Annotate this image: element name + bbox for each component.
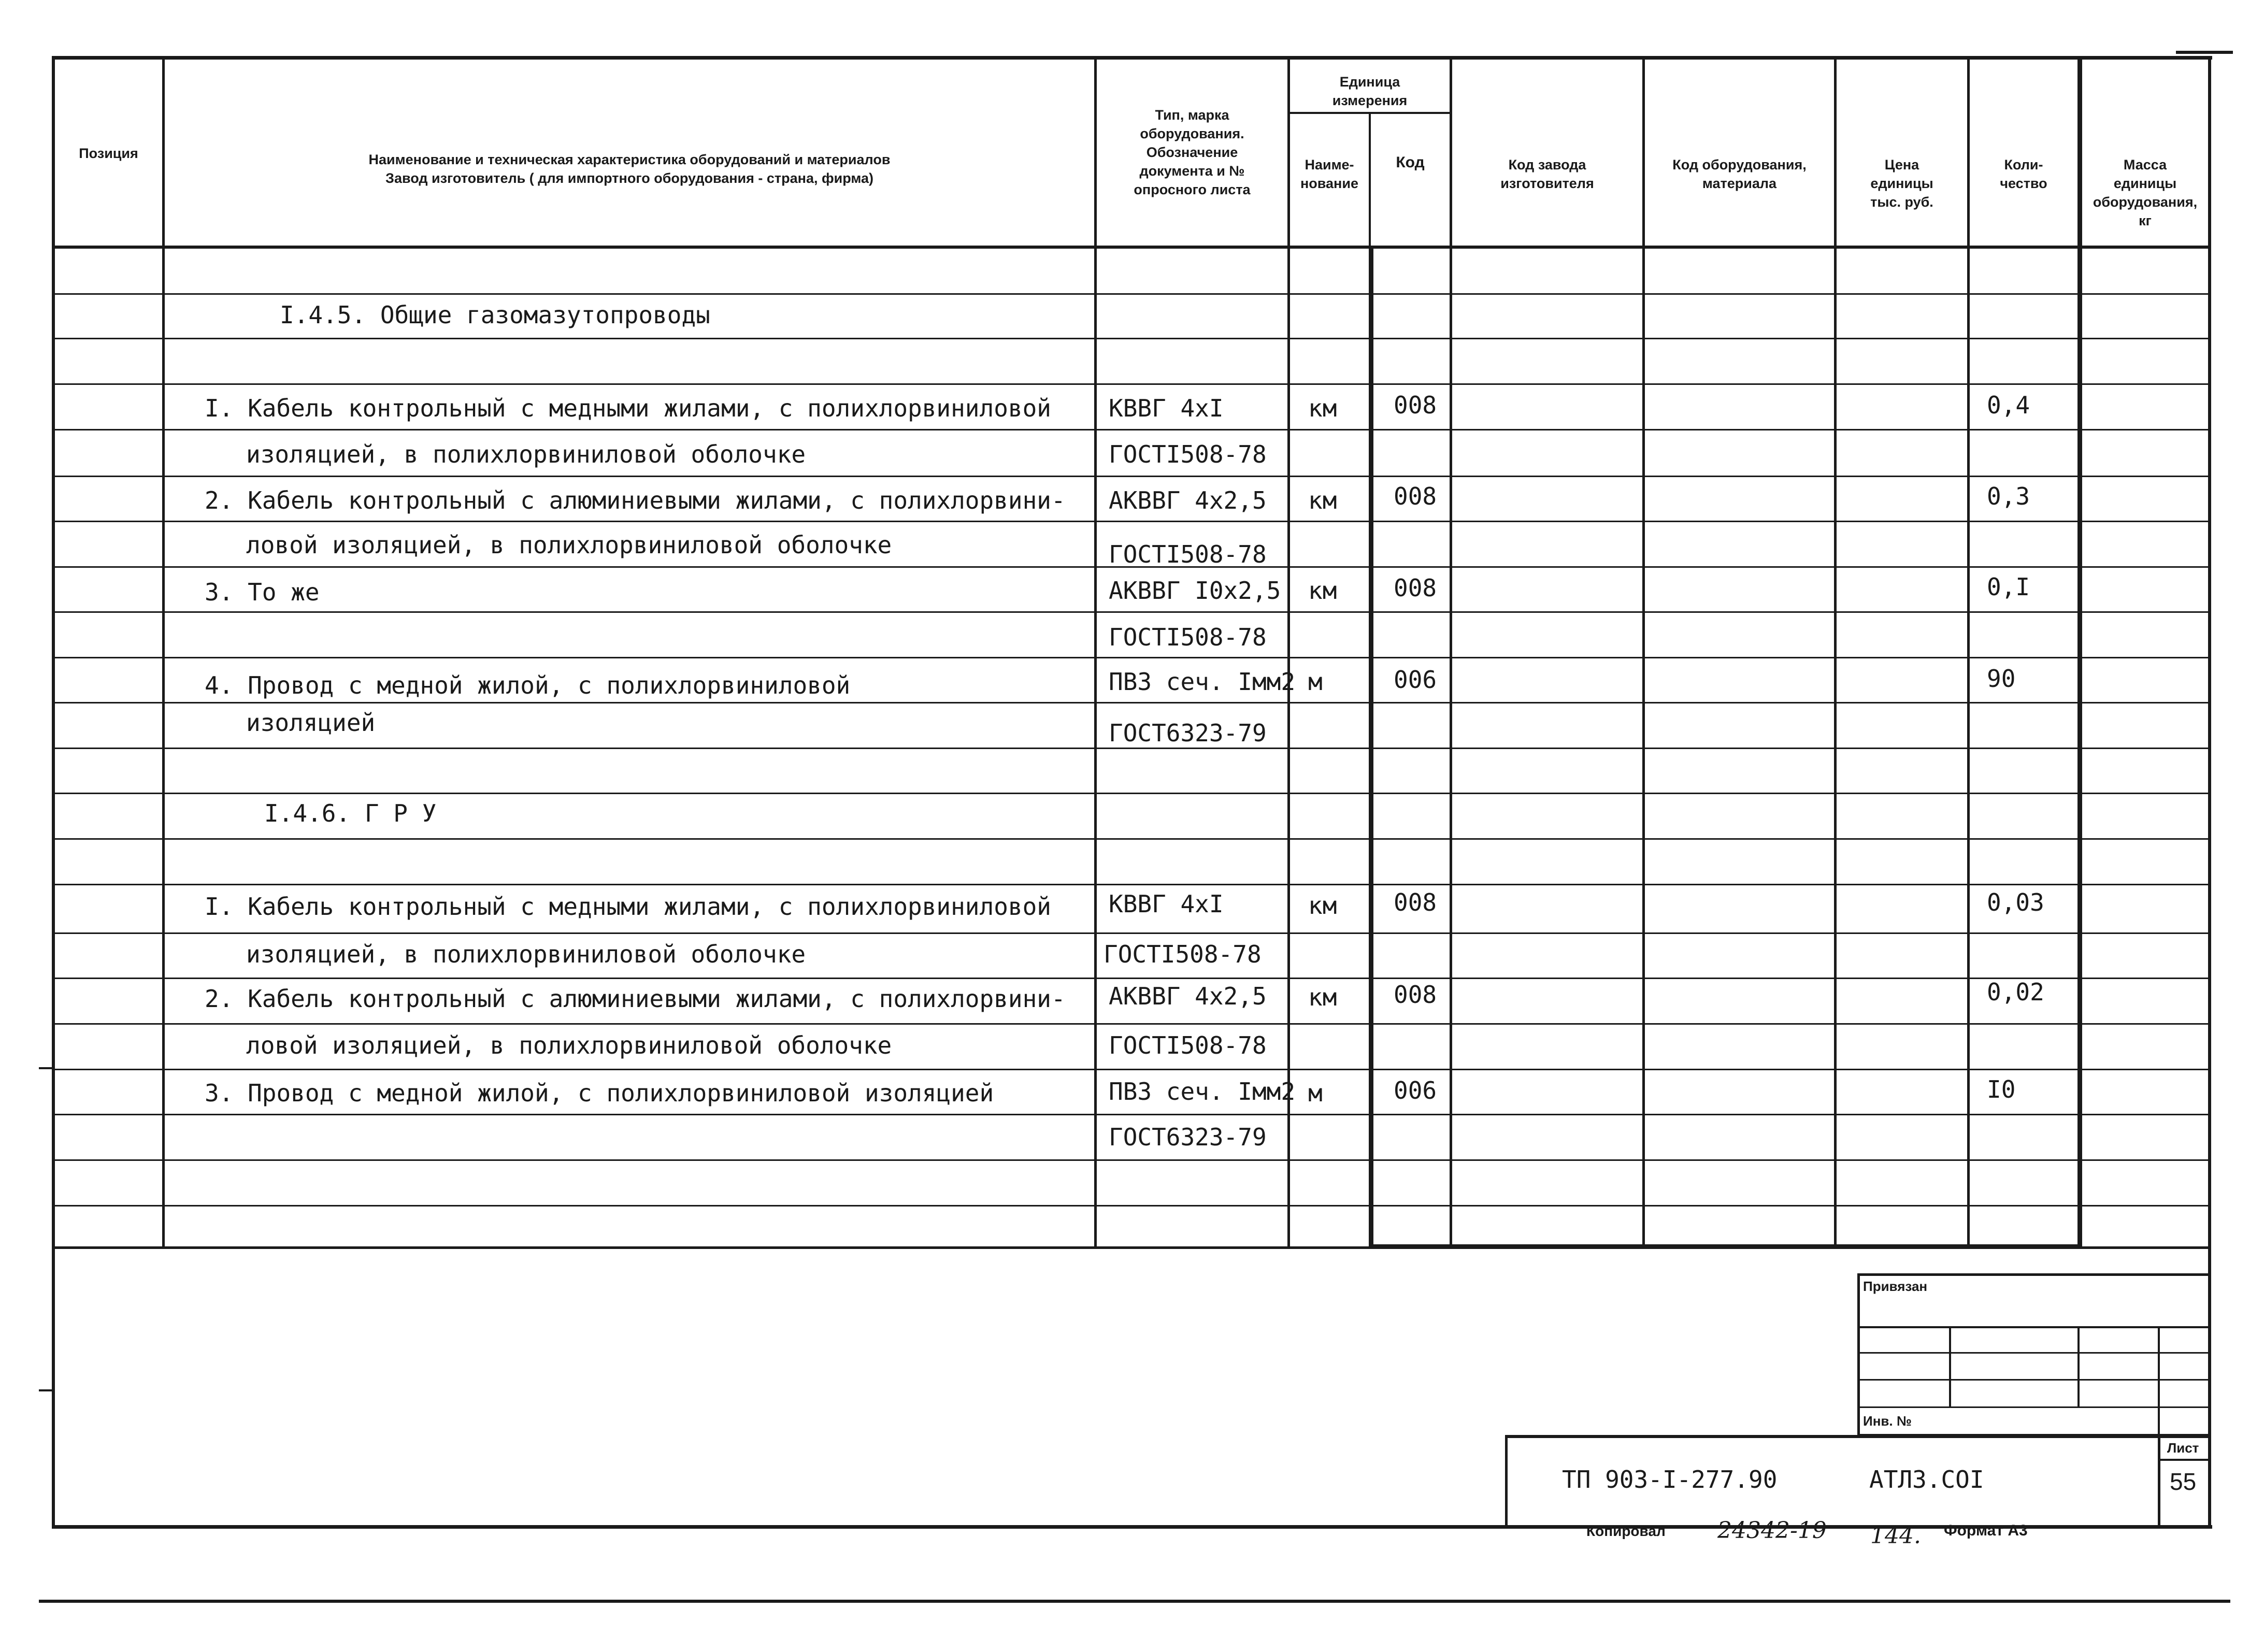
row-code: 008 — [1394, 574, 1437, 602]
header-unit-group: Единица измерения — [1332, 74, 1408, 108]
row-type: ПВЗ сеч. Iмм2 — [1109, 668, 1296, 696]
row-unit: км — [1308, 577, 1337, 605]
row-name: 4. Провод с медной жилой, с полихлорвиниловой — [205, 671, 851, 699]
row-code: 008 — [1394, 981, 1437, 1009]
header-quantity: Коли- чество — [2000, 157, 2047, 191]
row-qty: 0,I — [1987, 573, 2030, 601]
inv-label: Инв. № — [1863, 1413, 1912, 1429]
handwritten-page: 144. — [1870, 1522, 1921, 1549]
header-unit-name: Наиме- нование — [1300, 157, 1358, 191]
row-name: 2. Кабель контрольный с алюминиевыми жилами, с полихлорвини- — [205, 985, 1066, 1013]
stamp-box-vline — [2158, 1326, 2160, 1436]
page-bottom-rule — [39, 1600, 2230, 1603]
row-type: КВВГ 4хI — [1109, 890, 1224, 918]
row-qty: I0 — [1987, 1075, 2016, 1103]
row-code: 008 — [1394, 482, 1437, 510]
stamp-box-vline — [2077, 1326, 2080, 1408]
header-equipment-code: Код оборудования, материала — [1672, 157, 1807, 191]
frame-top-border — [52, 56, 2212, 60]
frame-right-border — [2208, 56, 2211, 1528]
row-divider — [52, 978, 2211, 979]
row-divider — [52, 1114, 2211, 1115]
header-price: Цена единицы тыс. руб. — [1870, 157, 1933, 210]
row-unit: км — [1308, 983, 1337, 1011]
row-type: ГОСТI508-78 — [1109, 540, 1267, 568]
row-qty: 0,4 — [1987, 391, 2030, 419]
doc-code: АТЛЗ.СОI — [1869, 1466, 1984, 1493]
row-type: ГОСТI508-78 — [1109, 440, 1267, 468]
row-divider — [52, 429, 2211, 430]
top-right-tick — [2176, 51, 2233, 54]
sheet-number: 55 — [2170, 1468, 2197, 1495]
row-type: АКВВГ 4х2,5 — [1109, 486, 1267, 514]
row-unit: км — [1308, 394, 1337, 422]
row-type: АКВВГ 4х2,5 — [1109, 982, 1267, 1010]
copied-label: Копировал — [1586, 1523, 1666, 1539]
row-unit: км — [1308, 892, 1337, 920]
row-unit: км — [1308, 486, 1337, 514]
titleblock-sheet-line — [2158, 1459, 2211, 1461]
row-unit: м — [1308, 668, 1323, 696]
row-name: 2. Кабель контрольный с алюминиевыми жилами, с полихлорвини- — [205, 486, 1066, 514]
stamp-box-vline — [1949, 1326, 1951, 1408]
row-divider — [52, 1205, 2211, 1206]
row-unit: м — [1308, 1079, 1323, 1107]
row-name: изоляцией, в полихлорвиниловой оболочке — [246, 940, 806, 968]
handwritten-number: 24342-19 — [1717, 1517, 1827, 1544]
row-name: ловой изоляцией, в полихлорвиниловой оболочке — [246, 531, 892, 559]
row-divider — [52, 293, 2211, 295]
row-type: КВВГ 4хI — [1109, 394, 1224, 422]
row-name: ловой изоляцией, в полихлорвиниловой оболочке — [246, 1031, 892, 1059]
unit-group-divider — [1287, 112, 1452, 114]
row-code: 006 — [1394, 666, 1437, 694]
stamp-box-top — [1857, 1273, 2211, 1276]
row-divider — [52, 793, 2211, 794]
row-name: 3. Провод с медной жилой, с полихлорвиниловой изоляцией — [205, 1079, 994, 1107]
row-qty: 0,3 — [1987, 482, 2030, 510]
stamp-box-left — [1857, 1273, 1860, 1436]
section-title: I.4.5. Общие газомазутопроводы — [280, 301, 710, 329]
row-divider — [52, 702, 2211, 703]
row-code: 006 — [1394, 1076, 1437, 1104]
row-divider — [52, 932, 2211, 934]
row-divider — [52, 657, 2211, 658]
row-divider — [52, 476, 2211, 477]
header-bottom-border — [52, 246, 2211, 249]
row-name: 3. То же — [205, 578, 320, 606]
row-divider — [52, 611, 2211, 613]
header-type: Тип, марка оборудования. Обозначение документа и № опросного листа — [1134, 107, 1251, 197]
row-name: изоляцией — [246, 709, 376, 737]
row-name: I. Кабель контрольный с медными жилами, с полихлорвиниловой — [205, 394, 1051, 422]
section-title: I.4.6. Г Р У — [264, 799, 437, 827]
row-qty: 90 — [1987, 665, 2016, 693]
row-type: ГОСТI508-78 — [1109, 1031, 1267, 1059]
row-divider — [52, 1069, 2211, 1070]
row-type: ГОСТI508-78 — [1109, 623, 1267, 651]
row-divider — [52, 1023, 2211, 1025]
row-divider — [52, 338, 2211, 339]
row-qty: 0,03 — [1987, 888, 2044, 916]
row-type: ПВЗ сеч. Iмм2 — [1109, 1078, 1296, 1105]
row-divider — [52, 838, 2211, 840]
header-position: Позиция — [79, 146, 138, 161]
row-divider — [52, 521, 2211, 522]
table-bottom-border — [52, 1246, 2211, 1249]
row-code: 008 — [1394, 391, 1437, 419]
header-mass: Масса единицы оборудования, кг — [2093, 157, 2198, 228]
titleblock-sheet-sep — [2158, 1435, 2160, 1528]
titleblock-left — [1505, 1435, 1508, 1528]
row-divider — [52, 884, 2211, 885]
header-unit-code: Код — [1396, 154, 1425, 171]
header-name: Наименование и техническая характеристика оборудований и материалов Завод изготовитель ( для импортного оборудования - страна, фирма) — [368, 152, 891, 186]
row-qty: 0,02 — [1987, 978, 2044, 1006]
frame-left-border — [52, 56, 55, 1528]
row-name: I. Кабель контрольный с медными жилами, с полихлорвиниловой — [205, 893, 1051, 921]
row-divider — [52, 1159, 2211, 1161]
header-factory-code: Код завода изготовителя — [1500, 157, 1594, 191]
row-type: ГОСТI508-78 — [1104, 940, 1262, 968]
row-type: ГОСТ6323-79 — [1109, 719, 1267, 747]
sheet-label: Лист — [2167, 1440, 2199, 1456]
titleblock-top — [1505, 1435, 2211, 1438]
row-type: АКВВГ I0х2,5 — [1109, 577, 1281, 605]
format-label: Формат А3 — [1944, 1522, 2028, 1539]
row-type: ГОСТ6323-79 — [1109, 1123, 1267, 1151]
row-code: 008 — [1394, 888, 1437, 916]
row-name: изоляцией, в полихлорвиниловой оболочке — [246, 440, 806, 468]
row-divider — [52, 383, 2211, 385]
left-margin-tick — [39, 1389, 54, 1391]
attached-label: Привязан — [1863, 1278, 1928, 1294]
doc-number: ТП 903-I-277.90 — [1562, 1466, 1778, 1493]
